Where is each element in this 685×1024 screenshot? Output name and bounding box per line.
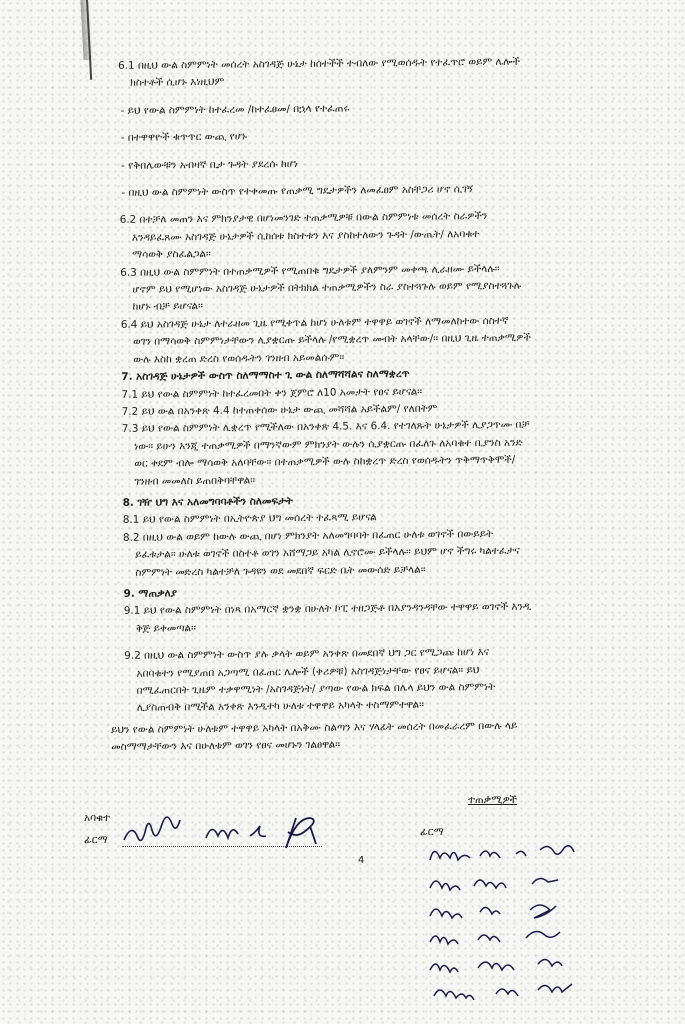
handwritten-signature-left	[114, 798, 344, 858]
document-line: 9. ማጠቃለያ	[123, 587, 178, 600]
document-line: 8.2 በዚህ ውል ወይም ከውሉ ውጪ በሆነ ምክንያት አለመግባባት በፈጠር ሁለቱ ወገኖች በውይይት	[122, 527, 494, 544]
document-line: 8.1 ይህ የውል ስምምነት በኢትዮጵያ ህግ መሰረት ተፈጻሚ ይሆናል	[122, 511, 377, 527]
document-line: 6.1 በዚህ ውል ስምምነት መሰረት አስገዳጅ ሁኔታ ከሰተችች ተብለው የሚወሰዱት የተፈጥሮ ወይም ሌሎች	[118, 55, 520, 72]
beneficiaries-role-label: ተጠቃሚዎች	[468, 794, 518, 806]
document-line: - በተዋዋዮች ቁጥጥር ውጪ የሆኑ	[120, 130, 248, 145]
document-line: - በዚህ ውል ስምምነት ውስጥ የተቀመጡ የጠቃሚ ግዴታዎችን ለመፈፀም አስቸጋሪ ሆኖ ሲገኝ	[121, 183, 474, 199]
document-line: ሊያስጠብቅ በሚችል አንቀጽ እንዲተካ ሁለቱ ተዋዋይ አካላት ተስማምተዋል።	[136, 699, 425, 715]
document-line: 6.2 በተቻለ መጠን እና ምክንያታዊ በሆነመንገድ ተጠቃሚዎቹ በውል ስምምነቱ መሰረት ስራዎችን	[119, 210, 488, 227]
provider-role-label: አባቁተ	[84, 812, 111, 824]
document-line: ስምምነት መድረስ ካልተቻለ ጉዳዩን ወደ መደበኛ ፍርድ ቤት መውሰድ ይቻላል።	[135, 563, 426, 579]
document-line: - የቅበሌውቹን አብዛኛ ቢታ ጉዳት ያደረሱ ከሆነ	[121, 157, 298, 172]
document-line: አበባቁተን የሚያጠበ አጋጣሚ በፈጠር ሌሎች (ቀሪዎቹ) አስገዳጅነታቸው የፀና ይሆናል። ይህ	[136, 663, 480, 680]
document-line: 9.2 በዚህ ውል ስምምነት ውስጥ ያሉ ቃላት ወይም አንቀጽ በመደበኛ ህግ ጋር የሚጋጩ ከሆነ እና	[124, 646, 490, 663]
document-line: 9.1 ይህ የውል ስምምነት በነጻ በአማርኛ ቋንቋ በሁለት ኮፒ ተዘጋጅቶ በእያንዳንዳቸው ተዋዋይ ወገኖች እንዲ	[123, 600, 532, 618]
document-line: 6.4 ይህ አስገዳጅ ሁኔታ ለተራዘመ ጊዜ የሚቀጥል ከሆነ ሁለቱም ተዋዋይ ወገኖች ለማመለከተው ሰስተኛ	[120, 314, 509, 331]
document-line: ክስተቶች ሲሆኑ እነዚህም	[130, 76, 225, 90]
page-number: 4	[358, 855, 365, 866]
document-line: 7.1 ይህ የውል ስምምነት ከተፈረመበት ቀን ጀምሮ ለ10 አመታት የፀና ይሆናል።	[121, 385, 423, 401]
document-body	[104, 52, 656, 756]
document-line: ገንዘብ መመለስ ይጠበቅባቸዋል።	[134, 473, 256, 488]
document-line: እንዳይፈጸሙ አስገዳጅ ሁኔታዎች ሲከሰቱ ክስተቱን እና ያስከተለውን ጉዳት /ውጤት/ ለአባቁተ	[131, 227, 480, 244]
signature-block-provider	[84, 812, 344, 872]
document-line: ከሆኑ ብቻ ይሆናል።	[132, 300, 204, 314]
signature-block-beneficiaries	[420, 790, 660, 1000]
document-line: ቅጅ ይቀመጣል።	[135, 621, 197, 635]
document-line: 7.3 ይህ የውል ስምምነት ሊቋረጥ የሚችለው በአንቀጽ 4.5. እና 6.4. የተገለጹት ሁኔታዎች ሊያጋጥሙ በቻ	[121, 418, 530, 436]
document-line: ሆኖም ይህ የሚሆነው አስገዳጅ ሁኔታዎች በትክክል ተጠቃሚዎችን ስራ ያስተጓጉሉ ወይም የሚያስተጓጉሉ	[132, 279, 522, 296]
document-line: በሚፈጠርበት ጊዜም ተቃዋሚነት /አስገዳጅነት/ ያጣው የውል ክፍል በሌላ ይህን ውል ስምምነት	[136, 680, 496, 697]
document-line: ወር ቀደም ብሎ ማሳወቅ አለባቸው። በተጠቃሚዎች ውሉ ስከቋረጥ ድረስ የወሰዱትን ጥቅማጥቅሞች/	[134, 453, 516, 470]
document-line: ወገን በማሳወቅ ስምምነታቸውን ሊያቋርጡ ይችላሉ /የሚቋረጥ መብት አላቸው/። በዚህ ጊዜ ተጠቃሚዎች	[132, 331, 531, 348]
document-line: ይፈቱታል። ሁለቱ ወገኖች በስተቶ ወገን አሸማጋይ አካል ሊኖሮሙ ይችላሉ። ይህም ሆኖ ችግሩ ካልተፈታና	[135, 544, 520, 561]
document-line: ማሳወቅ ያስፈልጋል።	[132, 248, 211, 261]
provider-sign-label: ፊርማ	[84, 834, 108, 846]
beneficiaries-sign-label: ፊርማ	[420, 826, 444, 838]
document-line: 7. አስገዳጅ ሁኔታዎች ውስጥ ስለማማስተ ጊ ውል ስለማሻሻልና ስለማቋረጥ	[121, 367, 410, 383]
document-line: መስማማታቸውን እና በሁለቱም ወገን የፀና መሆኑን ገልፀዋል።	[111, 738, 341, 754]
document-line: ውሉ እስከ ቋረጠ ድረስ የወሰዱትን ገንዘብ አይመልሱም።	[133, 351, 345, 366]
document-line: - ይህ የውል ስምምነት ከተፈረመ /ከተፈፀመ/ በኋላ የተፈጠሩ	[120, 102, 350, 117]
document-line: ይህን የውል ስምምነት ሁለቱም ተዋዋይ አካላት በአቅሙ ስልጣን እና ሃላፊት መሰረት በመፈራረም በውሉ ላይ	[110, 719, 518, 736]
handwritten-signatures-right	[420, 830, 660, 1000]
document-line: 8. ገዥ ህግ እና አለመግባባቶችን ስለመፍታት	[122, 494, 294, 509]
document-line: ነው። ይሁን እንጂ ተጠቃሚዎች በማንኛውም ምክንያት ውሉን ሲያቋርጡ በፈለጉ ለአባቁተ ቢያንስ አንድ	[134, 436, 523, 453]
document-line: 7.2 ይህ ውል በአንቀጽ 4.4 ከተጠቀሰው ሁኔታ ውጪ መሻሻል አይችልም/ የለበትም	[121, 402, 438, 418]
document-line: 6.3 በዚህ ውል ስምምነት በተጠቃሚዎች የሚጠበቁ ግዴታዎች ያለምንም መቀጫ ሊራዘሙ ይችላሉ።	[120, 262, 500, 279]
